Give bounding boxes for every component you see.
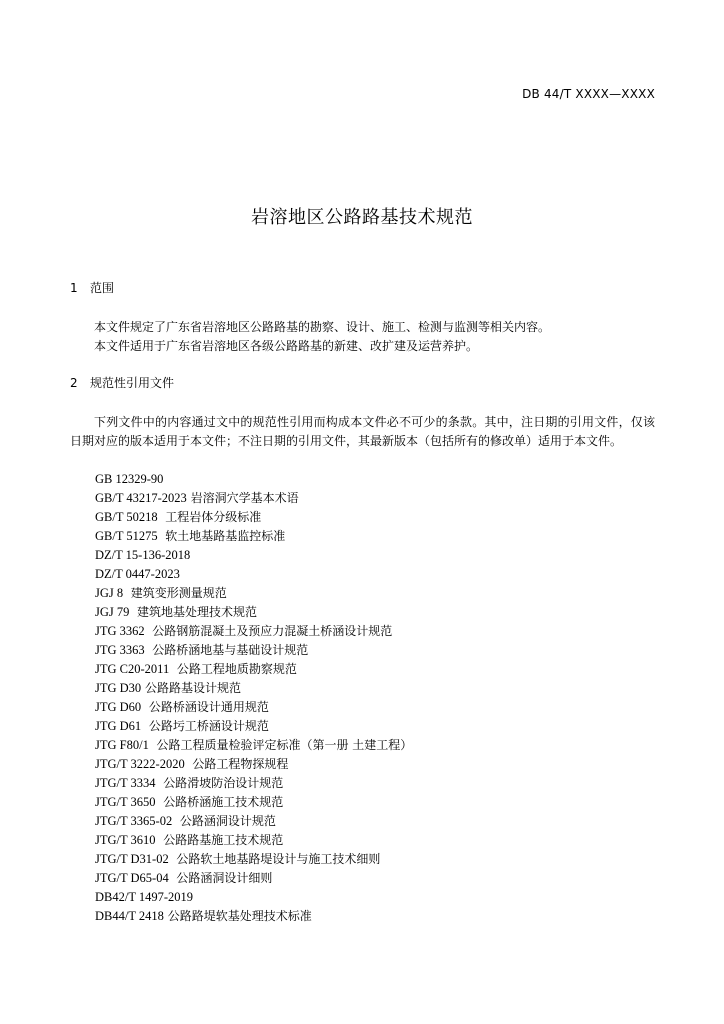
reference-code: JTG/T 3334 <box>95 776 156 790</box>
reference-item <box>95 470 412 489</box>
reference-code: JTG C20-2011 <box>95 662 170 676</box>
document-code: DB 44/T XXXX—XXXX <box>522 87 655 101</box>
reference-code: JTG/T 3610 <box>95 833 156 847</box>
reference-title: 岩溶洞穴学基本术语 <box>190 491 299 505</box>
reference-title: 公路路基施工技术规范 <box>163 833 284 847</box>
reference-title: 公路涵洞设计规范 <box>179 814 276 828</box>
reference-code: JGJ 8 <box>95 586 124 600</box>
reference-item <box>95 755 412 774</box>
reference-item <box>95 793 412 812</box>
reference-code: JTG D61 <box>95 719 142 733</box>
reference-title: 公路涵洞设计细则 <box>176 871 273 885</box>
reference-title: 公路工程质量检验评定标准（第一册 土建工程） <box>156 738 413 752</box>
reference-code: GB 12329-90 <box>95 472 164 486</box>
reference-item <box>95 641 412 660</box>
reference-title: 公路路堤软基处理技术标准 <box>167 909 312 923</box>
reference-item <box>95 603 412 622</box>
scope-paragraph: 本文件规定了广东省岩溶地区公路路基的勘察、设计、施工、检测与监测等相关内容。 <box>94 320 551 334</box>
reference-code: DB42/T 1497-2019 <box>95 890 194 904</box>
reference-code: DZ/T 0447-2023 <box>95 567 180 581</box>
reference-item <box>95 907 412 926</box>
reference-item <box>95 565 412 584</box>
reference-code: JTG 3363 <box>95 643 145 657</box>
document-title: 岩溶地区公路路基技术规范 <box>251 207 473 228</box>
reference-title: 公路桥涵设计通用规范 <box>148 700 269 714</box>
section-heading-scope <box>70 280 114 296</box>
reference-title: 公路圬工桥涵设计规范 <box>148 719 269 733</box>
reference-title: 公路工程物探规程 <box>192 757 289 771</box>
reference-item <box>95 660 412 679</box>
reference-item <box>95 508 412 527</box>
reference-title: 公路滑坡防治设计规范 <box>163 776 284 790</box>
reference-title: 公路路基设计规范 <box>145 681 242 695</box>
reference-title: 建筑变形测量规范 <box>130 586 227 600</box>
section-heading-normative-references <box>70 375 174 391</box>
reference-item <box>95 546 412 565</box>
section-title: 范围 <box>90 281 115 295</box>
section-number: 2 <box>70 376 78 390</box>
reference-title: 公路软土地基路堤设计与施工技术细则 <box>176 852 381 866</box>
reference-code: JTG D30 <box>95 681 142 695</box>
reference-title: 公路桥涵地基与基础设计规范 <box>152 643 309 657</box>
reference-code: JTG/T 3222-2020 <box>95 757 185 771</box>
reference-code: GB/T 43217-2023 <box>95 491 187 505</box>
reference-item <box>95 736 412 755</box>
reference-code: JTG F80/1 <box>95 738 149 752</box>
reference-code: JGJ 79 <box>95 605 130 619</box>
reference-item <box>95 888 412 907</box>
reference-code: JTG 3362 <box>95 624 145 638</box>
reference-item <box>95 812 412 831</box>
scope-paragraph: 本文件适用于广东省岩溶地区各级公路路基的新建、改扩建及运营养护。 <box>94 339 479 353</box>
reference-item <box>95 489 412 508</box>
reference-code: GB/T 50218 <box>95 510 158 524</box>
reference-title: 公路桥涵施工技术规范 <box>163 795 284 809</box>
reference-code: JTG/T D65-04 <box>95 871 169 885</box>
reference-code: JTG D60 <box>95 700 142 714</box>
reference-item <box>95 584 412 603</box>
reference-item <box>95 679 412 698</box>
reference-code: JTG/T 3365-02 <box>95 814 173 828</box>
reference-code: DB44/T 2418 <box>95 909 164 923</box>
reference-code: GB/T 51275 <box>95 529 158 543</box>
reference-title: 公路工程地质勘察规范 <box>176 662 297 676</box>
reference-item <box>95 869 412 888</box>
reference-title: 软土地基路基监控标准 <box>165 529 286 543</box>
reference-title: 建筑地基处理技术规范 <box>137 605 258 619</box>
references-intro-paragraph: 下列文件中的内容通过文中的规范性引用而构成本文件必不可少的条款。其中，注日期的引用文件，仅该日期对应的版本适用于本文件；不注日期的引用文件，其最新版本（包括所有的修改单）适用于本文件。 <box>70 415 655 448</box>
reference-item <box>95 527 412 546</box>
reference-code: JTG/T D31-02 <box>95 852 169 866</box>
reference-item <box>95 717 412 736</box>
reference-item <box>95 831 412 850</box>
reference-code: JTG/T 3650 <box>95 795 156 809</box>
reference-item <box>95 698 412 717</box>
reference-list <box>95 470 412 926</box>
reference-item <box>95 850 412 869</box>
reference-title: 工程岩体分级标准 <box>165 510 262 524</box>
reference-code: DZ/T 15-136-2018 <box>95 548 191 562</box>
section-title: 规范性引用文件 <box>90 376 175 390</box>
section-number: 1 <box>70 281 78 295</box>
reference-item <box>95 622 412 641</box>
reference-title: 公路钢筋混凝土及预应力混凝土桥涵设计规范 <box>152 624 393 638</box>
reference-item <box>95 774 412 793</box>
